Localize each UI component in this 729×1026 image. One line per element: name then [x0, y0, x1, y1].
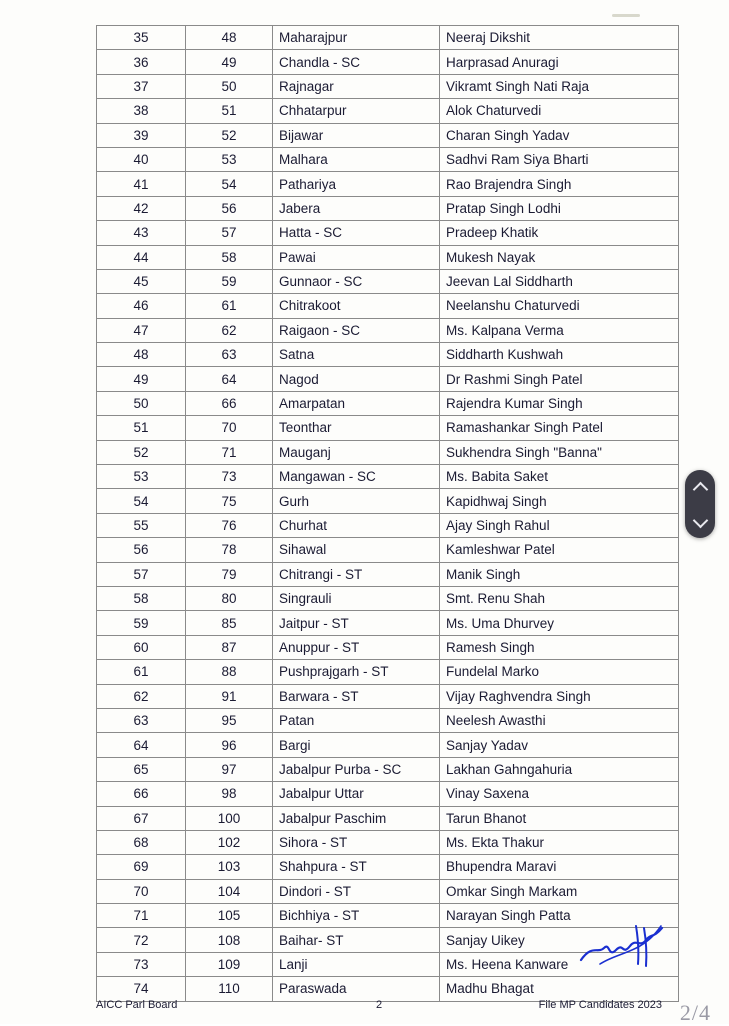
table-row: [97, 635, 679, 659]
table-row: [97, 855, 679, 879]
cell-candidate: Manik Singh: [440, 562, 679, 586]
cell-candidate: Jeevan Lal Siddharth: [440, 269, 679, 293]
table-row: [97, 757, 679, 781]
cell-serial-number: 64: [97, 733, 186, 757]
table-row: [97, 806, 679, 830]
cell-ac-number: 66: [186, 391, 273, 415]
candidates-table: [96, 25, 679, 1002]
cell-ac-number: 97: [186, 757, 273, 781]
cell-serial-number: 51: [97, 416, 186, 440]
cell-ac-number: 87: [186, 635, 273, 659]
cell-candidate: Harprasad Anuragi: [440, 50, 679, 74]
cell-serial-number: 43: [97, 221, 186, 245]
table-row: [97, 465, 679, 489]
cell-candidate: Tarun Bhanot: [440, 806, 679, 830]
cell-ac-number: 57: [186, 221, 273, 245]
cell-ac-number: 95: [186, 708, 273, 732]
table-row: [97, 562, 679, 586]
cell-ac-number: 48: [186, 26, 273, 50]
cell-serial-number: 72: [97, 928, 186, 952]
table-row: [97, 294, 679, 318]
table-row: [97, 586, 679, 610]
cell-ac-number: 58: [186, 245, 273, 269]
cell-serial-number: 61: [97, 660, 186, 684]
table-row: [97, 391, 679, 415]
cell-candidate: Ms. Ekta Thakur: [440, 830, 679, 854]
cell-ac-number: 76: [186, 513, 273, 537]
table-row: [97, 269, 679, 293]
cell-candidate: Fundelal Marko: [440, 660, 679, 684]
cell-candidate: Rao Brajendra Singh: [440, 172, 679, 196]
cell-serial-number: 71: [97, 904, 186, 928]
cell-ac-number: 109: [186, 952, 273, 976]
cell-serial-number: 60: [97, 635, 186, 659]
table-row: [97, 367, 679, 391]
table-row: [97, 489, 679, 513]
cell-constituency: Churhat: [273, 513, 440, 537]
cell-constituency: Chitrakoot: [273, 294, 440, 318]
cell-ac-number: 104: [186, 879, 273, 903]
cell-serial-number: 70: [97, 879, 186, 903]
cell-candidate: Omkar Singh Markam: [440, 879, 679, 903]
cell-constituency: Malhara: [273, 147, 440, 171]
table-row: [97, 221, 679, 245]
cell-ac-number: 73: [186, 465, 273, 489]
cell-ac-number: 103: [186, 855, 273, 879]
table-row: [97, 147, 679, 171]
table-row: [97, 879, 679, 903]
table-row: [97, 343, 679, 367]
table-row: [97, 733, 679, 757]
cell-ac-number: 70: [186, 416, 273, 440]
table-row: [97, 928, 679, 952]
cell-constituency: Raigaon - SC: [273, 318, 440, 342]
cell-ac-number: 52: [186, 123, 273, 147]
table-row: [97, 416, 679, 440]
cell-constituency: Jabera: [273, 196, 440, 220]
cell-candidate: Siddharth Kushwah: [440, 343, 679, 367]
table-row: [97, 782, 679, 806]
cell-candidate: Ms. Heena Kanware: [440, 952, 679, 976]
cell-serial-number: 62: [97, 684, 186, 708]
cell-serial-number: 55: [97, 513, 186, 537]
cell-constituency: Pushprajgarh - ST: [273, 660, 440, 684]
cell-serial-number: 66: [97, 782, 186, 806]
cell-candidate: Charan Singh Yadav: [440, 123, 679, 147]
cell-serial-number: 54: [97, 489, 186, 513]
cell-ac-number: 108: [186, 928, 273, 952]
cell-serial-number: 37: [97, 74, 186, 98]
cell-candidate: Ajay Singh Rahul: [440, 513, 679, 537]
scroll-controls[interactable]: [685, 470, 715, 538]
cell-candidate: Sanjay Uikey: [440, 928, 679, 952]
cell-constituency: Baihar- ST: [273, 928, 440, 952]
cell-constituency: Paraswada: [273, 977, 440, 1001]
cell-serial-number: 58: [97, 586, 186, 610]
cell-candidate: Sanjay Yadav: [440, 733, 679, 757]
cell-constituency: Gunnaor - SC: [273, 269, 440, 293]
cell-ac-number: 91: [186, 684, 273, 708]
cell-ac-number: 50: [186, 74, 273, 98]
cell-candidate: Dr Rashmi Singh Patel: [440, 367, 679, 391]
cell-ac-number: 75: [186, 489, 273, 513]
cell-constituency: Shahpura - ST: [273, 855, 440, 879]
cell-serial-number: 50: [97, 391, 186, 415]
cell-serial-number: 65: [97, 757, 186, 781]
cell-ac-number: 85: [186, 611, 273, 635]
table-row: [97, 977, 679, 1001]
table-row: [97, 952, 679, 976]
cell-constituency: Lanji: [273, 952, 440, 976]
cell-constituency: Pathariya: [273, 172, 440, 196]
cell-constituency: Barwara - ST: [273, 684, 440, 708]
cell-candidate: Pratap Singh Lodhi: [440, 196, 679, 220]
cell-ac-number: 98: [186, 782, 273, 806]
chevron-down-icon[interactable]: [693, 517, 707, 526]
cell-ac-number: 53: [186, 147, 273, 171]
cell-serial-number: 36: [97, 50, 186, 74]
table-row: [97, 611, 679, 635]
cell-ac-number: 96: [186, 733, 273, 757]
cell-candidate: Sadhvi Ram Siya Bharti: [440, 147, 679, 171]
table-row: [97, 26, 679, 50]
candidates-table-body: [97, 26, 679, 1002]
cell-serial-number: 57: [97, 562, 186, 586]
cell-serial-number: 42: [97, 196, 186, 220]
cell-constituency: Chhatarpur: [273, 99, 440, 123]
cell-ac-number: 110: [186, 977, 273, 1001]
cell-serial-number: 53: [97, 465, 186, 489]
cell-serial-number: 52: [97, 440, 186, 464]
table-row: [97, 172, 679, 196]
cell-constituency: Jabalpur Uttar: [273, 782, 440, 806]
cell-candidate: Bhupendra Maravi: [440, 855, 679, 879]
cell-constituency: Gurh: [273, 489, 440, 513]
cell-ac-number: 51: [186, 99, 273, 123]
cell-candidate: Mukesh Nayak: [440, 245, 679, 269]
cell-constituency: Sihora - ST: [273, 830, 440, 854]
cell-ac-number: 54: [186, 172, 273, 196]
cell-constituency: Chitrangi - ST: [273, 562, 440, 586]
cell-constituency: Mangawan - SC: [273, 465, 440, 489]
cell-constituency: Bichhiya - ST: [273, 904, 440, 928]
cell-candidate: Kamleshwar Patel: [440, 538, 679, 562]
cell-serial-number: 59: [97, 611, 186, 635]
cell-serial-number: 46: [97, 294, 186, 318]
table-row: [97, 245, 679, 269]
table-row: [97, 660, 679, 684]
cell-serial-number: 44: [97, 245, 186, 269]
cell-constituency: Amarpatan: [273, 391, 440, 415]
cell-serial-number: 41: [97, 172, 186, 196]
cell-serial-number: 63: [97, 708, 186, 732]
cell-serial-number: 39: [97, 123, 186, 147]
table-row: [97, 513, 679, 537]
cell-candidate: Madhu Bhagat: [440, 977, 679, 1001]
cell-candidate: Ms. Uma Dhurvey: [440, 611, 679, 635]
chevron-up-icon[interactable]: [693, 483, 707, 492]
cell-ac-number: 49: [186, 50, 273, 74]
cell-constituency: Jabalpur Purba - SC: [273, 757, 440, 781]
cell-serial-number: 69: [97, 855, 186, 879]
cell-ac-number: 79: [186, 562, 273, 586]
cell-serial-number: 47: [97, 318, 186, 342]
cell-serial-number: 56: [97, 538, 186, 562]
cell-constituency: Nagod: [273, 367, 440, 391]
cell-constituency: Hatta - SC: [273, 221, 440, 245]
table-row: [97, 123, 679, 147]
cell-ac-number: 56: [186, 196, 273, 220]
cell-ac-number: 71: [186, 440, 273, 464]
cell-serial-number: 38: [97, 99, 186, 123]
cell-candidate: Ms. Kalpana Verma: [440, 318, 679, 342]
cell-constituency: Mauganj: [273, 440, 440, 464]
table-row: [97, 904, 679, 928]
cell-candidate: Neeraj Dikshit: [440, 26, 679, 50]
footer-page-number: 2: [375, 999, 383, 1011]
table-row: [97, 196, 679, 220]
table-row: [97, 708, 679, 732]
table-row: [97, 318, 679, 342]
cell-constituency: Bijawar: [273, 123, 440, 147]
table-row: [97, 74, 679, 98]
footer-right-text: File MP Candidates 2023: [538, 999, 662, 1011]
cell-serial-number: 68: [97, 830, 186, 854]
table-row: [97, 538, 679, 562]
cell-ac-number: 62: [186, 318, 273, 342]
table-row: [97, 440, 679, 464]
cell-ac-number: 64: [186, 367, 273, 391]
cell-candidate: Neelesh Awasthi: [440, 708, 679, 732]
cell-constituency: Bargi: [273, 733, 440, 757]
cell-candidate: Pradeep Khatik: [440, 221, 679, 245]
cell-candidate: Vikramt Singh Nati Raja: [440, 74, 679, 98]
table-row: [97, 50, 679, 74]
cell-candidate: Lakhan Gahngahuria: [440, 757, 679, 781]
cell-ac-number: 80: [186, 586, 273, 610]
table-row: [97, 99, 679, 123]
cell-ac-number: 63: [186, 343, 273, 367]
page-indicator: 2/4: [679, 1000, 711, 1025]
cell-candidate: Ramashankar Singh Patel: [440, 416, 679, 440]
cell-candidate: Smt. Renu Shah: [440, 586, 679, 610]
cell-constituency: Chandla - SC: [273, 50, 440, 74]
cell-ac-number: 78: [186, 538, 273, 562]
page-artifact: [612, 14, 640, 17]
cell-ac-number: 102: [186, 830, 273, 854]
cell-constituency: Teonthar: [273, 416, 440, 440]
table-row: [97, 830, 679, 854]
cell-candidate: Kapidhwaj Singh: [440, 489, 679, 513]
cell-candidate: Narayan Singh Patta: [440, 904, 679, 928]
cell-serial-number: 74: [97, 977, 186, 1001]
cell-constituency: Rajnagar: [273, 74, 440, 98]
cell-candidate: Sukhendra Singh "Banna": [440, 440, 679, 464]
cell-serial-number: 49: [97, 367, 186, 391]
cell-constituency: Singrauli: [273, 586, 440, 610]
cell-serial-number: 35: [97, 26, 186, 50]
cell-ac-number: 61: [186, 294, 273, 318]
cell-ac-number: 59: [186, 269, 273, 293]
cell-candidate: Alok Chaturvedi: [440, 99, 679, 123]
cell-constituency: Patan: [273, 708, 440, 732]
cell-serial-number: 48: [97, 343, 186, 367]
cell-ac-number: 88: [186, 660, 273, 684]
table-row: [97, 684, 679, 708]
cell-candidate: Rajendra Kumar Singh: [440, 391, 679, 415]
cell-serial-number: 45: [97, 269, 186, 293]
cell-constituency: Jaitpur - ST: [273, 611, 440, 635]
page-footer: [96, 999, 662, 1011]
cell-ac-number: 105: [186, 904, 273, 928]
cell-serial-number: 67: [97, 806, 186, 830]
cell-candidate: Ramesh Singh: [440, 635, 679, 659]
cell-constituency: Maharajpur: [273, 26, 440, 50]
cell-serial-number: 40: [97, 147, 186, 171]
cell-constituency: Pawai: [273, 245, 440, 269]
cell-constituency: Satna: [273, 343, 440, 367]
cell-constituency: Dindori - ST: [273, 879, 440, 903]
cell-ac-number: 100: [186, 806, 273, 830]
cell-constituency: Sihawal: [273, 538, 440, 562]
cell-candidate: Neelanshu Chaturvedi: [440, 294, 679, 318]
cell-candidate: Vijay Raghvendra Singh: [440, 684, 679, 708]
footer-left-text: AICC Parl Board: [96, 999, 178, 1011]
cell-constituency: Anuppur - ST: [273, 635, 440, 659]
cell-constituency: Jabalpur Paschim: [273, 806, 440, 830]
cell-serial-number: 73: [97, 952, 186, 976]
cell-candidate: Vinay Saxena: [440, 782, 679, 806]
cell-candidate: Ms. Babita Saket: [440, 465, 679, 489]
